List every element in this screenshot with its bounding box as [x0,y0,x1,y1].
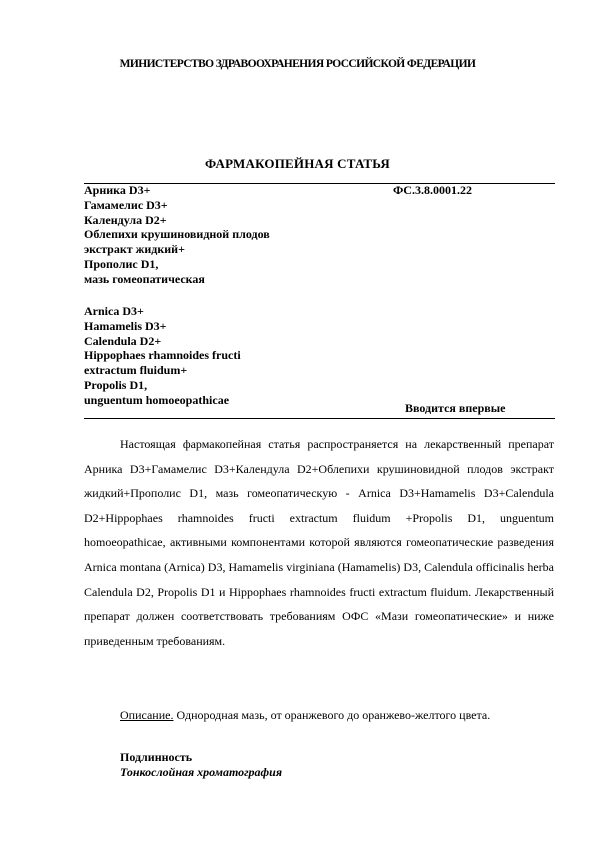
authenticity-heading: Подлинность [120,750,193,764]
name-lat-line: Propolis D1, [84,377,148,392]
document-title: ФАРМАКОПЕЙНАЯ СТАТЬЯ [205,156,390,171]
monograph-code: ФС.3.8.0001.22 [393,183,472,197]
name-ru-line: экстракт жидкий+ [84,242,185,257]
section-divider [84,418,555,419]
introduction-status: Вводится впервые [405,401,506,415]
name-lat-line: extractum fluidum+ [84,363,188,378]
name-ru-line: мазь гомеопатическая [84,271,205,286]
name-ru-line: Прополис D1, [84,256,159,271]
name-ru-line: Календула D2+ [84,212,167,227]
description-paragraph [84,703,554,728]
intro-paragraph: Настоящая фармакопейная статья распространяется на лекарственный препарат Арника D3+Гамамелис D3+Календула D2+Облепихи крушиновидной плодов экстракт жидкий+Прополис D1, мазь гомеопатическую - Arnica D3+Hamamelis D3+Calendula D2+Hippophaes rhamnoides fructi extractum fluidum +Propolis D1, unguentum homoeopathicae, активными компонентами которой являются гомеопатические разведения Arnica montana (Arnica) D3, Hamamelis virginiana (Hamamelis) D3, Calendula officinalis herba Calendula D2, Propolis D1 и Hippophaes rhamnoides fructi extractum fluidum. Лекарственный препарат должен соответствовать требованиям ОФС «Мази гомеопатические» и ниже приведенным требованиям. [84,437,554,648]
ministry-header: МИНИСТЕРСТВО ЗДРАВООХРАНЕНИЯ РОССИЙСКОЙ ФЕДЕРАЦИИ [119,58,476,70]
product-names-latin [84,304,241,408]
name-ru-line: Арника D3+ [84,183,151,197]
name-ru-line: Гамамелис D3+ [84,197,168,212]
name-lat-line: Arnica D3+ [84,304,144,318]
authenticity-subheading: Тонкослойная хроматография [120,765,282,779]
name-lat-line: unguentum homoeopathicae [84,392,230,407]
name-lat-line: Hippophaes rhamnoides fructi [84,348,241,363]
description-text: Однородная мазь, от оранжевого до оранжево-желтого цвета. [173,708,491,722]
name-lat-line: Calendula D2+ [84,333,162,348]
name-lat-line: Hamamelis D3+ [84,318,167,333]
name-ru-line: Облепихи крушиновидной плодов [84,227,270,242]
product-names-russian [84,183,270,287]
description-label: Описание. [120,708,174,722]
